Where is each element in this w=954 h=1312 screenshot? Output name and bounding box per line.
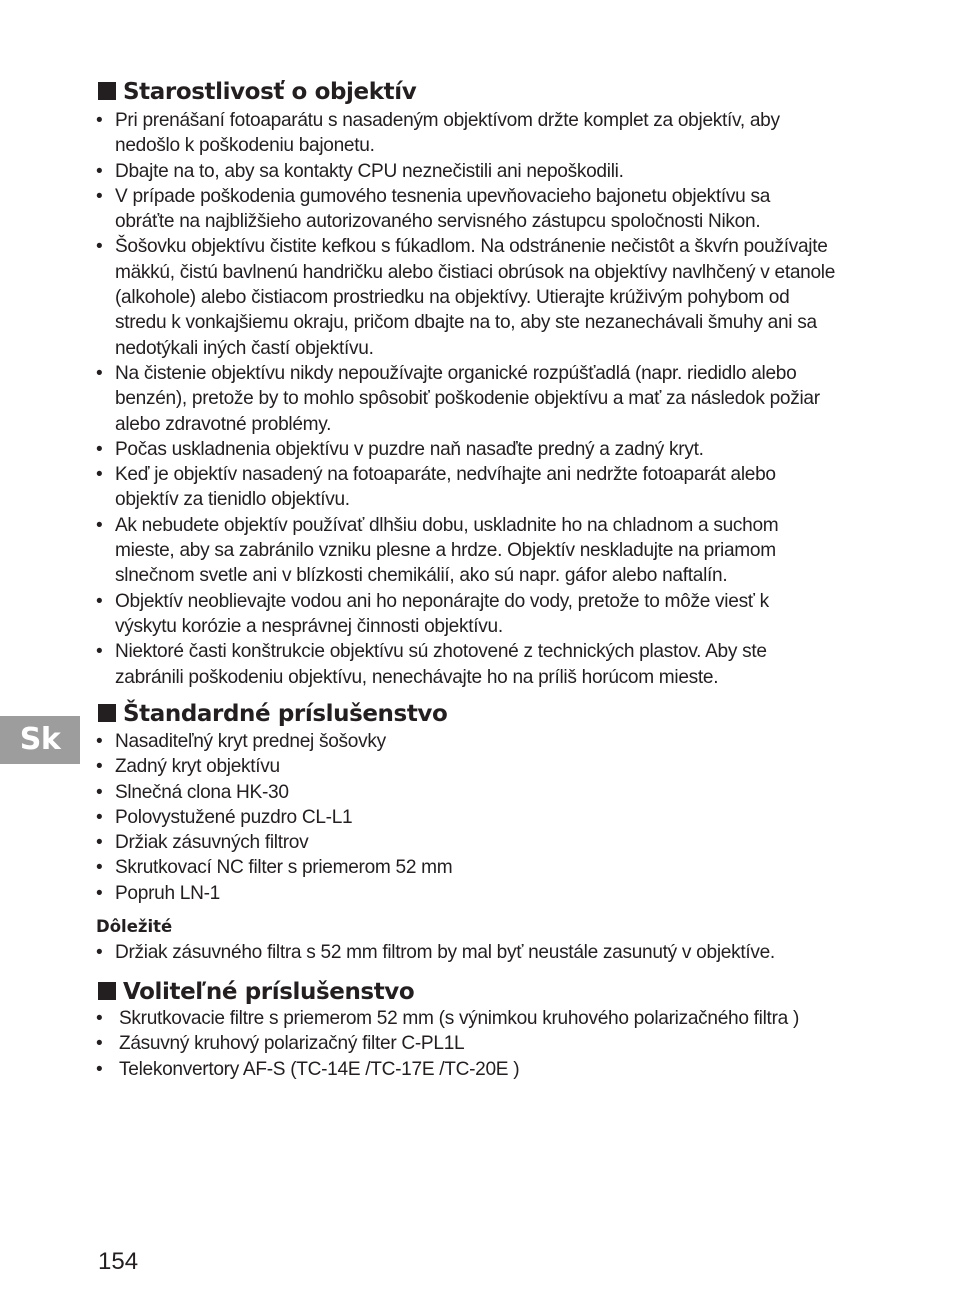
care-list [96,108,886,690]
list-item [96,159,886,184]
list-item [96,513,886,589]
list-item [96,881,886,906]
bullet-icon: • [96,438,103,460]
list-item-line: obráťte na najbližšieho autorizovaného servisného zástupcu spoločnosti Nikon. [115,211,761,233]
bullet-icon: • [96,756,103,778]
list-item-line: Keď je objektív nasadený na fotoaparáte, nedvíhajte ani nedržte fotoaparát alebo [115,464,776,486]
square-bullet-icon [98,982,116,1000]
list-item-line: slnečnom svetle ani v blízkosti chemikálií, ako sú napr. gáfor alebo naftalín. [115,565,728,587]
section-title: Starostlivosť o objektív [123,79,417,105]
square-bullet-icon [98,704,116,722]
list-item-line: Niektoré časti konštrukcie objektívu sú zhotovené z technických plastov. Aby ste [115,641,767,663]
bullet-icon: • [96,514,103,536]
list-item-text: Polovystužené puzdro CL-L1 [115,806,353,828]
list-item [96,639,886,690]
bullet-icon: • [96,362,103,384]
section-title: Voliteľné príslušenstvo [123,979,415,1005]
list-item-text: Slnečná clona HK-30 [115,781,289,803]
list-item-text: Držiak zásuvných filtrov [115,832,309,854]
list-item-text: Skrutkovací NC filter s priemerom 52 mm [115,857,453,879]
bullet-icon: • [96,236,103,258]
list-item-text: Telekonvertory AF-S (TC-14E /TC-17E /TC-20E ) [119,1058,520,1080]
bullet-icon: • [96,185,103,207]
list-item-line: Počas uskladnenia objektívu v puzdre naň nasaďte predný a zadný kryt. [115,438,704,460]
square-bullet-icon [98,82,116,100]
bullet-icon: • [96,882,103,904]
list-item [96,729,886,754]
bullet-icon: • [96,1058,103,1080]
bullet-icon: • [96,590,103,612]
list-item [96,754,886,779]
list-item-text: Skrutkovacie filtre s priemerom 52 mm (s výnimkou kruhového polarizačného filtra ) [119,1008,800,1029]
list-item [96,1031,886,1056]
bullet-icon: • [96,641,103,663]
list-item-line: Na čistenie objektívu nikdy nepoužívajte organické rozpúšťadlá (napr. riedidlo alebo [115,362,797,384]
list-item-text: Zadný kryt objektívu [115,756,280,778]
standard-accessories-list [96,729,886,906]
list-item-line: Pri prenášaní fotoaparátu s nasadeným objektívom držte komplet za objektív, aby [115,110,780,131]
list-item-line: zabránili poškodeniu objektívu, nenechávajte ho na príliš horúcom mieste. [115,666,719,688]
list-item-line: mieste, aby sa zabránilo vzniku plesne a hrdze. Objektív neskladujte na priamom [115,540,776,562]
list-item-line: nedotýkali iných častí objektívu. [115,337,374,359]
list-item-line: Ak nebudete objektív používať dlhšiu dobu, uskladnite ho na chladnom a suchom [115,514,779,536]
list-item-line: nedošlo k poškodeniu bajonetu. [115,135,375,157]
important-list [96,940,886,965]
section-heading-care [98,78,416,106]
list-item-line: mäkkú, čistú bavlnenú handričku alebo čistiaci obrúsok na objektívy navlhčený v etanole [115,261,836,283]
list-item [96,830,886,855]
bullet-icon: • [96,1033,103,1055]
bullet-icon: • [96,857,103,879]
list-item-line: Objektív neoblievajte vodou ani ho neponárajte do vody, pretože to môže viesť k [115,590,769,612]
list-item [96,462,886,513]
list-item-line: alebo zdravotné problémy. [115,413,332,435]
page-number: 154 [98,1248,139,1275]
bullet-icon: • [96,832,103,854]
language-tab: Sk [0,716,80,764]
bullet-icon: • [96,160,103,182]
list-item-line: Šošovku objektívu čistite kefkou s fúkadlom. Na odstránenie nečistôt a škvŕn používajte [115,236,828,258]
list-item-text: Popruh LN-1 [115,882,220,904]
section-heading-standard [98,700,447,728]
list-item-text: Nasaditeľný kryt prednej šošovky [115,731,386,752]
bullet-icon: • [96,781,103,803]
list-item [96,184,886,235]
important-label: Dôležité [96,917,173,936]
list-item [96,234,886,360]
list-item-line: stredu k vonkajšiemu okraju, pričom dbajte na to, aby ste nezanechávali šmuhy ani sa [115,312,817,334]
list-item [96,361,886,437]
bullet-icon: • [96,110,103,131]
list-item-line: výskytu korózie a nesprávnej činnosti objektívu. [115,615,503,637]
list-item-line: benzén), pretože by to mohlo spôsobiť poškodenie objektívu a mať za následok požiar [115,388,820,410]
optional-accessories-list [96,1006,886,1082]
list-item [96,940,886,965]
list-item [96,437,886,462]
list-item [96,1057,886,1082]
bullet-icon: • [96,464,103,486]
list-item [96,108,886,159]
section-title: Štandardné príslušenstvo [123,701,448,727]
list-item-text: Držiak zásuvného filtra s 52 mm filtrom by mal byť neustále zasunutý v objektíve. [115,942,775,963]
bullet-icon: • [96,731,103,752]
bullet-icon: • [96,1008,103,1029]
list-item-line: objektív za tienidlo objektívu. [115,489,350,511]
bullet-icon: • [96,942,103,963]
list-item-line: Dbajte na to, aby sa kontakty CPU neznečistili ani nepoškodili. [115,160,624,182]
list-item [96,855,886,880]
list-item [96,780,886,805]
section-heading-optional [98,978,414,1006]
list-item [96,589,886,640]
list-item [96,805,886,830]
list-item-text: Zásuvný kruhový polarizačný filter C-PL1L [119,1033,465,1055]
bullet-icon: • [96,806,103,828]
list-item-line: (alkohole) alebo čistiacom prostriedku na objektívy. Utierajte krúživým pohybom od [115,287,790,309]
list-item [96,1006,886,1031]
list-item-line: V prípade poškodenia gumového tesnenia upevňovacieho bajonetu objektívu sa [115,185,771,207]
